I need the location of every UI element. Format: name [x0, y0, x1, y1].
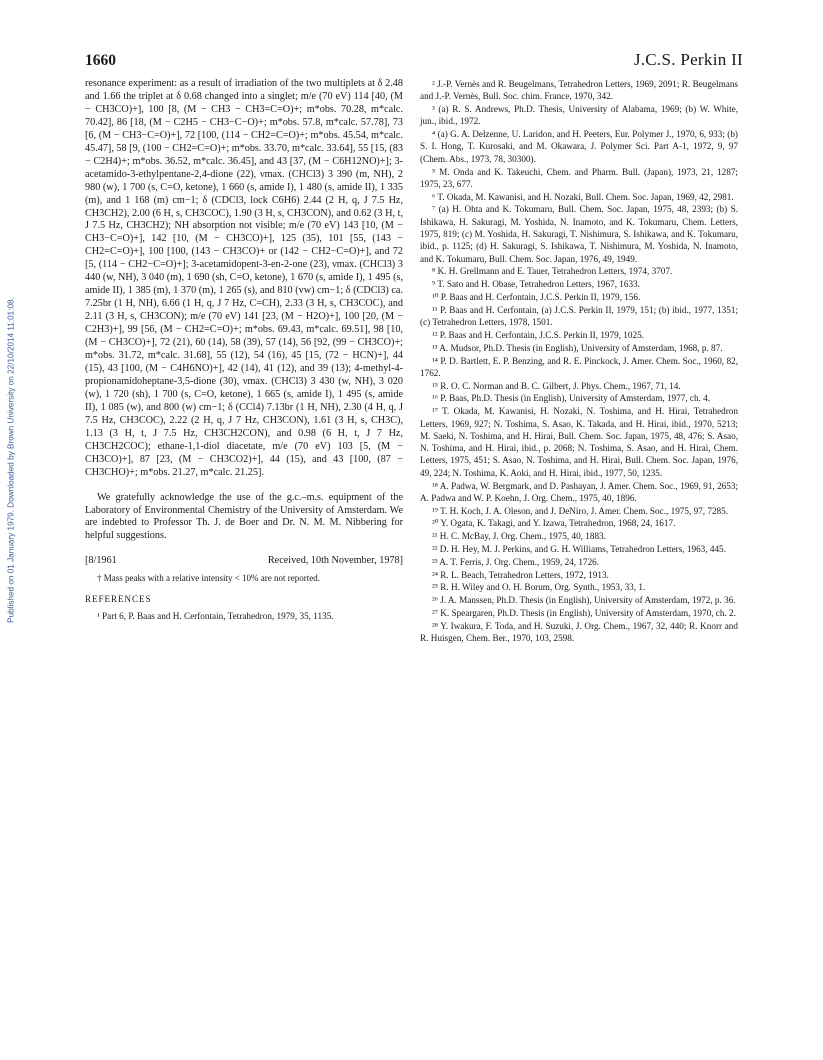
reference-item: ²³ A. T. Ferris, J. Org. Chem., 1959, 24, 1726.: [432, 556, 600, 567]
provenance-sidebar: [4, 250, 18, 670]
reference-item: ²⁵ R. H. Wiley and O. H. Borum, Org. Synth., 1953, 33, 1.: [432, 582, 646, 593]
provenance-text: Published on 01 January 1979. Downloaded by Brown University on 22/10/2014 11:01:08.: [6, 297, 16, 623]
footnote: † Mass peaks with a relative intensity < 10% are not reported.: [97, 573, 321, 584]
reference-item: ¹² P. Baas and H. Cerfontain, J.C.S. Perkin II, 1979, 1025.: [432, 329, 644, 340]
reference-item: ⁹ T. Sato and H. Obase, Tetrahedron Letters, 1967, 1633.: [432, 279, 640, 290]
reference-item: ⁸ K. H. Grellmann and E. Tauer, Tetrahedron Letters, 1974, 3707.: [432, 266, 673, 277]
reference-item: ¹³ A. Mudsor, Ph.D. Thesis (in English), University of Amsterdam, 1968, p. 87.: [432, 342, 723, 353]
reference-item: ¹¹ P. Baas and H. Cerfontain, (a) J.C.S. Perkin II, 1979, 151; (b) ibid., 1977, 1351; (c) Tetrahedron Letters, 1978, 1501.: [420, 304, 738, 328]
reference-item: ⁷ (a) H. Ohta and K. Tokumaru, Bull. Chem. Soc. Japan, 1975, 48, 2393; (b) S. Ishikawa, H. Sakuragi, M. Yoshida, N. Inamoto, and K. Tokumaru, Chem. Letters, 1975, 819; (c) M. Yoshida, H. Sakuragi, T. Nishimura, S. Ishikawa, and K. Tokumaru, ibid., p. 1125; (d) H. Sakuragi, S. Ishikawa, T. Nishimura, M. Yoshida, N. Inamoto, and K. Tokumaru, Bull. Chem. Soc. Japan, 1976, 49, 1949.: [420, 204, 738, 264]
reference-item: ¹ Part 6, P. Baas and H. Cerfontain, Tetrahedron, 1979, 35, 1135.: [97, 611, 334, 622]
reference-item: ⁶ T. Okada, M. Kawanisi, and H. Nozaki, Bull. Chem. Soc. Japan, 1969, 42, 2981.: [432, 191, 734, 202]
reference-item: ¹⁶ P. Baas, Ph.D. Thesis (in English), University of Amsterdam, 1977, ch. 4.: [432, 393, 711, 404]
reference-item: ¹⁷ T. Okada, M. Kawanisi, H. Nozaki, N. Toshima, and H. Hirai, Tetrahedron Letters, 1969, 927; N. Toshima, S. Asao, K. Takada, and H. Hirai, ibid., 1970, 5213; M. Saeki, N. Toshima, and H. Hirai, Bull. Chem. Soc. Japan, 1975, 48, 476; S. Asao, N. Toshima, and H. Hirai, ibid., p. 2068; N. Toshima, S. Asao, and H. Hirai, Chem. Letters, 1975, 451; S. Asao, N. Toshima, and H. Hirai, Bull. Chem. Soc. Japan, 1976, 49, 224; N. Toshima, K. Aoki, and H. Hirai, ibid., 1977, 50, 1235.: [420, 406, 738, 478]
page-number: 1660: [85, 52, 116, 69]
reference-item: ¹⁹ T. H. Koch, J. A. Oleson, and J. DeNiro, J. Amer. Chem. Soc., 1975, 97, 7285.: [432, 505, 729, 516]
journal-name: J.C.S. Perkin II: [633, 50, 743, 69]
reference-item: ²⁶ J. A. Manssen, Ph.D. Thesis (in English), University of Amsterdam, 1972, p. 36.: [432, 595, 736, 606]
left-column: [85, 78, 403, 623]
reference-item: ¹⁵ R. O. C. Norman and B. C. Gilbert, J. Phys. Chem., 1967, 71, 14.: [432, 380, 681, 391]
reference-item: ³ (a) R. S. Andrews, Ph.D. Thesis, University of Alabama, 1969; (b) W. White, jun., ibid., 1972.: [420, 104, 738, 127]
experimental-paragraph: resonance experiment: as a result of irradiation of the two multiplets at δ 2.48 and 1.66 the triplet at δ 0.68 changed into a singlet; m/e (70 eV) 114 [40, (M − CH3CO)+], 100 [8, (M − CH3 − CH3=C=O)+; m*obs. 70.28, m*calc. 70.42], 86 [18, (M − C2H5 − CH3−C−O)+; m*obs. 57.8, m*calc. 57.78], 73 [6, (M − CH3−C=O)+], 72 [100, (114 − CH2=C=O)+; m*obs. 45.54, m*calc. 45.47], 58 [9, (100 − CH2=C=O)+; m*obs. 33.70, m*calc. 33.64], 55 [15, (83 − C2H4)+; m*obs. 36.52, m*calc. 36.45], and 43 [37, (M − C6H12NO)+]; 3-acetamido-3-ethylpentane-2,4-dione (22), νmax. (CHCl3) 3 390 (m, NH), 2 980 (w), 1 700 (s, C=O, ketone), 1 660 (s, amide I), 1 480 (s, amide II), 1 335 (m), and 1 168 (m) cm−1; δ (CDCl3, lock C6H6) 2.44 (2 H, q, J 7.5 Hz, CH3CH2), 2.00 (6 H, s, CH3COC), 1.90 (3 H, s, CH3CON), and 0.62 (3 H, t, J 7.5 Hz, CH3CH2); NH absorption not visible; m/e (70 eV) 143 [10, (M − CH3−C=O)+], 142 [10, (M − CH3CO)+], 125 (35), 101 [55, (143 − CH2=C=O)+], 100 [100, (143 − CH3CO)+ or (142 − CH2−C=O)+], and 72 [5, (114 − CH2−C=O)+]; 3-acetamidopent-3-en-2-one (23), νmax. (CHCl3) 3 440 (w, NH), 3 040 (m), 1 690 (sh, C=O, ketone), 1 670 (s, amide I), 1 495 (s, amide II), 1 385 (m), 1 370 (m), 1 265 (s), and 810 (vw) cm−1; δ (CDCl3) ca. 7.25br (1 H, NH), 6.66 (1 H, q, J 7 Hz, C=CH), 2.33 (3 H, s, CH3COC), and 2.11 (3 H, s, CH3CON); m/e (70 eV) 141 [23, (M − H2O)+], 100 [20, (M − C2H3)+], 99 [56, (M − CH2=C=O)+; m*obs. 69.43, m*calc. 69.51], 98 [10, (M − CH3CO)+], 72 (21), 60 (14), 58 (39), 57 (14), 56 [92, (99 − CH3CO)+; m*obs. 31.72, m*calc. 31.68], 55 (12), 54 (16), 45 [15, (72 − HCN)+], 44 (15), 43 [100, (M − C4H6NO)+], 42 (14), 41 (12), and 39 (13); 4-methyl-4-propionamidoheptane-3,5-dione (30), νmax. (CHCl3) 3 430 (w, NH), 3 020 (w), 1 720 (sh), 1 700 (s, C=O, ketone), 1 665 (s, amide I), 1 495 (s, amide II), 1 085 (w), and 800 (w) cm−1; δ (CCl4) 7.13br (1 H, NH), 2.30 (4 H, q, J 7.5 Hz, CH3COC), 2.22 (2 H, q, J 7 Hz, CH3CON), 1.61 (3 H, s, CH3C), 1.13 (3 H, t, J 7.5 Hz, CH3CH2CON), and 0.98 (6 H, t, J 7 Hz, CH3CH2COC); ethane-1,1-diol diacetate, m/e (70 eV) 103 [5, (M − CH3CO)+], 87 [23, (M − CH3CO2)+], 44 (15), and 43 [100, (87 − CH3CHO)+; m*obs. 21.27, m*calc. 21.25].: [85, 78, 403, 478]
reference-item: ² J.-P. Vernès and R. Beugelmans, Tetrahedron Letters, 1969, 2091; R. Beugelmans and J.-P. Vernès, Bull. Soc. chim. France, 1970, 342.: [420, 79, 738, 102]
reference-item: ²⁴ R. L. Beach, Tetrahedron Letters, 1972, 1913.: [432, 569, 609, 580]
reference-item: ⁴ (a) G. A. Delzenne, U. Laridon, and H. Peeters, Eur. Polymer J., 1970, 6, 933; (b) S. I. Hong, T. Kurosaki, and M. Okawara, J. Polymer Sci. Part A-1, 1972, 9, 97 (Chem. Abs., 1973, 78, 30300).: [420, 129, 738, 164]
reference-item: ²⁰ Y. Ogata, K. Takagi, and Y. Izawa, Tetrahedron, 1968, 24, 1617.: [432, 518, 676, 529]
reference-item: ¹⁴ P. D. Bartlett, E. P. Benzing, and R. E. Pinckock, J. Amer. Chem. Soc., 1960, 82, 1762.: [420, 355, 738, 378]
received-code: [8/1961: [85, 555, 117, 567]
reference-item: ²¹ H. C. McBay, J. Org. Chem., 1975, 40, 1883.: [432, 531, 606, 542]
acknowledgement-paragraph: We gratefully acknowledge the use of the g.c.–m.s. equipment of the Laboratory of Environmental Chemistry of the University of Amsterdam. We are indebted to Professor Th. J. de Boer and Dr. N. M. M. Nibbering for helpful suggestions.: [85, 491, 403, 542]
references-heading: REFERENCES: [85, 594, 152, 605]
reference-item: ¹⁸ A. Padwa, W. Bergmark, and D. Pashayan, J. Amer. Chem. Soc., 1969, 91, 2653; A. Padwa and W. P. Koehn, J. Org. Chem., 1975, 40, 1896.: [420, 480, 738, 503]
received-line: [85, 555, 403, 568]
reference-item: ²⁷ K. Speargaren, Ph.D. Thesis (in English), University of Amsterdam, 1970, ch. 2.: [432, 607, 736, 618]
received-date: Received, 10th November, 1978]: [267, 555, 403, 567]
reference-item: ²⁸ Y. Iwakura, F. Toda, and H. Suzuki, J. Org. Chem., 1967, 32, 440; R. Knorr and R. Huisgen, Chem. Ber., 1970, 103, 2598.: [420, 620, 738, 644]
right-column: [420, 78, 738, 645]
reference-item: ¹⁰ P. Baas and H. Cerfontain, J.C.S. Perkin II, 1979, 156.: [432, 292, 641, 303]
reference-item: ²² D. H. Hey, M. J. Perkins, and G. H. Williams, Tetrahedron Letters, 1963, 445.: [432, 543, 726, 554]
reference-item: ⁵ M. Onda and K. Takeuchi, Chem. and Pharm. Bull. (Japan), 1973, 21, 1287; 1975, 23, 677.: [420, 166, 738, 189]
